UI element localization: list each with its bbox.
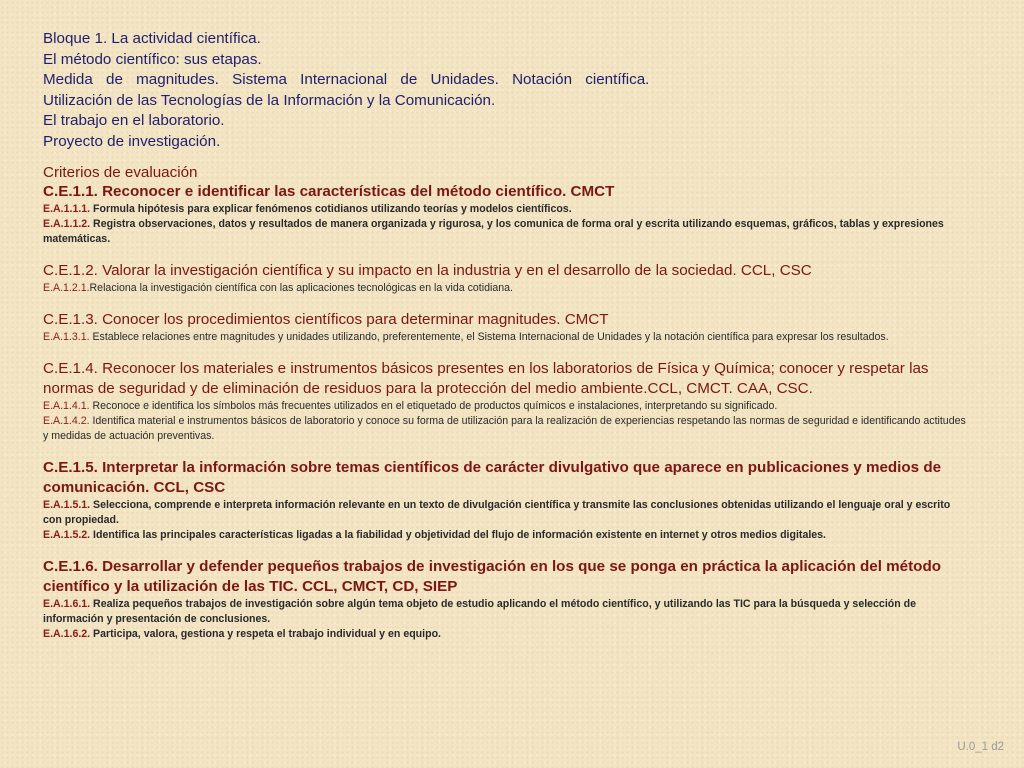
standard-item [43,330,968,345]
standard-item [43,414,968,444]
topic-line: Utilización de las Tecnologías de la Información y la Comunicación. [43,91,496,109]
standard-code: E.A.1.1.1. [43,203,91,215]
standard-code: E.A.1.4.2. [43,415,90,427]
topic-line: Medida de magnitudes. Sistema Internacional de Unidades. Notación científica. [43,71,650,89]
criterion-title: C.E.1.1. Reconocer e identificar las características del método científico. CMCT [43,183,615,200]
standard-item [43,597,968,627]
standard-text: Selecciona, comprende e interpreta información relevante en un texto de divulgación científica y transmite las conclusiones obtenidas utilizando el lenguaje oral y escrito con propiedad. [43,499,951,526]
standard-text: Reconoce e identifica los símbolos más frecuentes utilizados en el etiquetado de productos químicos e instalaciones, interpretando su significado. [89,400,778,412]
standard-code: E.A.1.6.2. [43,628,91,640]
criterion-block [43,310,968,345]
standard-item [43,217,968,247]
standard-text: Identifica las principales características ligadas a la fiabilidad y objetividad del flujo de información existente en internet y otros medios digitales. [90,529,827,541]
criterion-title: C.E.1.2. Valorar la investigación científica y su impacto en la industria y en el desarrollo de la sociedad. CCL, CSC [43,262,812,279]
standard-code: E.A.1.1.2. [43,218,91,230]
criterion-block [43,359,968,444]
standard-item [43,399,968,414]
standard-text: Formula hipótesis para explicar fenómenos cotidianos utilizando teorías y modelos científicos. [90,203,572,215]
standard-text: Establece relaciones entre magnitudes y unidades utilizando, preferentemente, el Sistema Internacional de Unidades y la notación científica para expresar los resultados. [89,331,889,343]
standard-code: E.A.1.2.1. [43,282,90,294]
standard-item [43,202,968,217]
slide-footer-code: U.0_1 d2 [957,741,1004,753]
criterion-title: C.E.1.6. Desarrollar y defender pequeños trabajos de investigación en los que se ponga en práctica la aplicación del método científico y la utilización de las TIC. CCL, CMCT, CD, SIEP [43,558,942,595]
standard-item [43,627,968,642]
topics-list [43,29,743,153]
criteria-header: Criterios de evaluación [43,164,198,181]
criterion-block [43,261,968,296]
standard-item [43,498,968,528]
standard-code: E.A.1.4.1. [43,400,90,412]
criterion-title: C.E.1.4. Reconocer los materiales e instrumentos básicos presentes en los laboratorios de Física y Química; conocer y respetar las normas de seguridad y de eliminación de residuos para la protección del medio ambiente.CCL, CMCT. CAA, CSC. [43,360,929,397]
standard-code: E.A.1.6.1. [43,598,91,610]
standard-code: E.A.1.5.1. [43,499,91,511]
standard-text: Realiza pequeños trabajos de investigación sobre algún tema objeto de estudio aplicando el método científico, y utilizando las TIC para la búsqueda y selección de información y presentación de conclusiones. [43,598,917,625]
standard-text: Identifica material e instrumentos básicos de laboratorio y conoce su forma de utilización para la realización de experiencias respetando las normas de seguridad e identificando actitudes y medidas de actuación preventivas. [43,415,966,442]
standard-text: Participa, valora, gestiona y respeta el trabajo individual y en equipo. [90,628,441,640]
topic-line: Proyecto de investigación. [43,132,221,150]
standard-code: E.A.1.5.2. [43,529,91,541]
criteria-section [43,163,968,642]
topic-line: Bloque 1. La actividad científica. [43,30,261,47]
criterion-title: C.E.1.3. Conocer los procedimientos científicos para determinar magnitudes. CMCT [43,311,609,328]
criterion-block [43,557,968,642]
standard-text: Registra observaciones, datos y resultados de manera organizada y rigurosa, y los comunica de forma oral y escrita utilizando esquemas, gráficos, tablas y expresiones matemáticas. [43,218,944,245]
standard-item [43,281,968,296]
standard-text: Relaciona la investigación científica con las aplicaciones tecnológicas en la vida cotidiana. [89,282,513,294]
standard-item [43,528,968,543]
criterion-block [43,182,968,247]
criterion-title: C.E.1.5. Interpretar la información sobre temas científicos de carácter divulgativo que aparece en publicaciones y medios de comunicación. CCL, CSC [43,459,942,496]
topic-line: El método científico: sus etapas. [43,50,262,68]
standard-code: E.A.1.3.1. [43,331,90,343]
criterion-block [43,458,968,543]
topic-line: El trabajo en el laboratorio. [43,112,225,130]
